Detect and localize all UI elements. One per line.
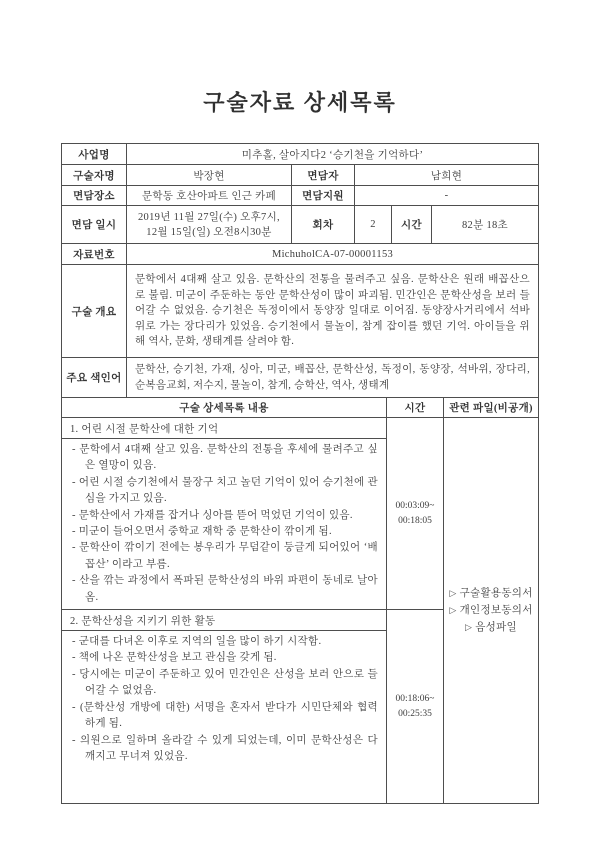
table-row [61,206,538,244]
table-row [61,358,538,398]
related-file-label: 음성파일 [475,622,517,634]
detail-bullet: - 문학산이 깎이기 전에는 봉우리가 무덤같이 둥글게 되어있어 ‘배꼽산’ 이라고 부름. [72,542,378,570]
detail-bullet: - 군대를 다녀온 이후로 지역의 일을 많이 하기 시작함. [72,636,322,648]
related-file-item [448,602,534,619]
datetime-line1: 2019년 11월 27일(수) 오후7시, [138,211,280,223]
page-title: 구술자료 상세목록 [203,90,397,115]
section-2-content [62,631,387,804]
project-value: 미추홀, 살아지다2 ‘승기천을 기억하다’ [126,144,538,165]
time-end: 00:18:05 [398,515,432,526]
id-label: 자료번호 [61,244,126,265]
table-row [61,244,538,265]
interviewer-label: 면담자 [291,165,354,186]
summary-label: 구술 개요 [61,265,126,358]
keywords-label: 주요 색인어 [61,358,126,398]
detail-header-time: 시간 [387,398,444,418]
section-1-bullet-list [66,440,382,608]
section-1-time [387,418,444,610]
support-label: 면담지원 [291,186,354,206]
section-2-time [387,610,444,804]
session-value: 2 [354,206,391,244]
detail-bullet: - 미군이 들어오면서 중학교 재학 중 문학산이 깎이게 됨. [72,526,332,538]
detail-bullet: - 어린 시절 승기천에서 물장구 치고 놀던 기억이 있어 승기천에 관심을 가지고 있음. [72,476,378,505]
related-file-label: 구술활용동의서 [459,588,533,600]
time-start: 00:03:09~ [395,500,435,511]
section-1-heading-row [62,418,539,439]
detail-bullet: - 문학에서 4대째 살고 있음. 문학산의 전통을 후세에 물려주고 싶은 열망이 있음. [72,444,378,472]
section-2-heading: 2. 문학산성을 지키기 위한 활동 [62,610,387,631]
detail-header-files: 관련 파일(비공개) [444,398,539,418]
narrator-label: 구술자명 [61,165,126,186]
triangle-bullet-icon: ▷ [464,622,473,633]
project-label: 사업명 [61,144,126,165]
duration-value: 82분 18초 [431,206,538,244]
detail-list-table [61,397,539,804]
support-value: - [354,186,538,206]
table-row [61,165,538,186]
time-start: 00:18:06~ [395,693,435,704]
id-value: MichuholCA-07-00001153 [126,244,538,265]
section-2-bullet-list [66,632,382,767]
table-row [61,265,538,358]
interviewer-value: 남희현 [354,165,538,186]
detail-bullet: - 의원으로 일하며 올라갈 수 있게 되었는데, 이미 문학산성은 다 깨지고 무너져 있었음. [72,734,378,762]
place-label: 면담장소 [61,186,126,206]
datetime-line2: 12월 15일(일) 오전8시30분 [146,226,272,238]
detail-bullet: - 문학산에서 가재를 잡거나 싱아를 뜯어 먹었던 기억이 있음. [72,509,353,521]
detail-header-row [62,398,539,418]
detail-header-content: 구술 상세목록 내용 [62,398,387,418]
time-end: 00:25:35 [398,708,432,719]
interview-info-table [61,143,539,398]
table-row [61,144,538,165]
section-1-heading: 1. 어린 시절 문학산에 대한 기억 [62,418,387,439]
detail-bullet: - 당시에는 미군이 주둔하고 있어 민간인은 산성을 보러 안으로 들어갈 수 없었음. [72,668,378,697]
detail-bullet: - (문학산성 개방에 대한) 서명을 혼자서 받다가 시민단체와 협력하게 됨. [72,701,378,730]
section-1-content [62,439,387,610]
table-row [61,186,538,206]
place-value: 문학동 호산아파트 인근 카페 [126,186,291,206]
keywords-value: 문학산, 승기천, 가재, 싱아, 미군, 배꼽산, 문학산성, 독정이, 동양장, 석바위, 장다리, 순복음교회, 저수지, 물놀이, 참게, 승학산, 역사, 생태계 [126,358,538,398]
session-label: 회차 [291,206,354,244]
triangle-bullet-icon: ▷ [449,588,457,599]
datetime-value [126,206,291,244]
summary-value: 문학에서 4대째 살고 있음. 문학산의 전통을 물려주고 싶음. 문학산은 원래 배꼽산으로 불림. 미군이 주둔하는 동안 문학산성이 많이 파괴됨. 민간인은 문학산성을 보러 들어갈 수 없었음. 승기천은 독정이에서 동양장 일대로 이어짐. 동양장사거리에서 석바위로 가는 장다리가 있었음. 승기천에서 물놀이, 참게 잡이를 했던 기억. 아이들을 위해 역사, 문화, 생태계를 살려야 함. [126,265,538,358]
datetime-label: 면담 일시 [61,206,126,244]
related-file-item [448,619,534,636]
narrator-value: 박장현 [126,165,291,186]
related-file-label: 개인정보동의서 [459,605,533,617]
related-file-item [448,585,534,602]
detail-bullet: - 산을 깎는 과정에서 폭파된 문학산성의 바위 파편이 동네로 날아옴. [72,575,378,603]
detail-bullet: - 책에 나온 문학산성을 보고 관심을 갖게 됨. [72,652,277,664]
duration-label: 시간 [391,206,431,244]
triangle-bullet-icon: ▷ [449,605,457,616]
related-files-cell [444,418,539,804]
